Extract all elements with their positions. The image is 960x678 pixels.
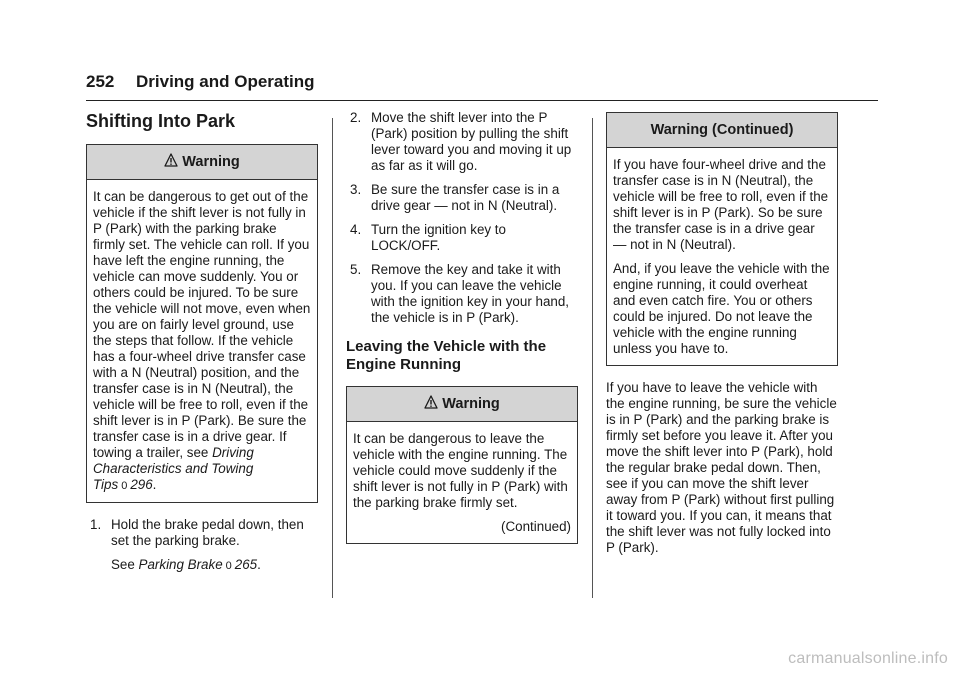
page-number: 252	[86, 72, 115, 91]
step-number: 1.	[90, 517, 102, 532]
parking-brake-page[interactable]: 265	[234, 557, 258, 572]
cross-ref-page[interactable]: 296	[130, 477, 153, 492]
warning-triangle-icon	[424, 395, 438, 409]
parking-brake-link[interactable]: Parking Brake	[138, 557, 223, 572]
step-item	[86, 517, 318, 549]
cross-ref-end: .	[152, 477, 157, 492]
step-number: 2.	[350, 110, 362, 125]
warning-header	[347, 387, 577, 422]
column-3	[606, 112, 838, 556]
warning-body	[87, 180, 317, 502]
warning-title: Warning	[442, 396, 500, 412]
warning-header: Warning (Continued)	[607, 113, 837, 148]
step-item	[346, 222, 578, 254]
subsection-title: Leaving the Vehicle with the Engine Running	[346, 338, 547, 373]
warning-box-park	[86, 144, 318, 503]
see-prefix: See	[111, 557, 139, 572]
see-reference	[86, 557, 318, 574]
step-item	[346, 182, 578, 214]
section-title: Shifting Into Park	[86, 111, 236, 131]
step-text: Remove the key and take it with you. If you can leave the vehicle with the ignition key in your hand, the vehicle is in P (Park).	[371, 262, 570, 325]
page-reference-arrow-icon: 0	[121, 480, 128, 492]
warning-body	[607, 148, 837, 365]
column-divider-1	[332, 118, 333, 598]
warning-paragraph: And, if you leave the vehicle with the engine running, it could overheat and even catch fire. You or others could be injured. Do not leave the vehicle with the engine running unless you have to.	[613, 261, 830, 356]
page-reference-arrow-icon: 0	[225, 560, 232, 572]
warning-title: Warning	[182, 154, 240, 170]
see-end: .	[257, 557, 261, 572]
cross-ref-link[interactable]: Driving Characteristics and Towing Tips	[93, 445, 254, 492]
step-number: 5.	[350, 262, 362, 277]
warning-body	[347, 422, 577, 543]
warning-text-body: It can be dangerous to get out of the vehicle if the shift lever is not fully in P (Park) with the parking brake firmly set. The vehicle can roll. If you have left the engine running, the vehicle can move suddenly. You or others could be injured. To be sure the vehicle will not move, even when you are on fairly level ground, use the steps that follow. If the vehicle has a four-wheel drive transfer case with a N (Neutral) position, and the transfer case is in N (Neutral), the vehicle will be free to roll, even if the shift lever is in P (Park). Be sure the transfer case is in a drive gear. If towing a trailer, see	[93, 189, 311, 460]
column-divider-2	[592, 118, 593, 598]
step-number: 4.	[350, 222, 362, 237]
step-number: 3.	[350, 182, 362, 197]
step-text: Hold the brake pedal down, then set the parking brake.	[111, 517, 304, 548]
park-steps-list	[86, 517, 318, 549]
column-2	[346, 110, 578, 558]
step-text: Be sure the transfer case is in a drive gear — not in N (Neutral).	[371, 182, 560, 213]
park-steps-list-continued	[346, 110, 578, 326]
column-1	[86, 110, 318, 574]
step-item	[346, 262, 578, 326]
step-text: Move the shift lever into the P (Park) position by pulling the shift lever toward you and moving it up as far as it will go.	[371, 110, 572, 173]
warning-box-engine-running	[346, 386, 578, 544]
step-item	[346, 110, 578, 174]
warning-header	[87, 145, 317, 180]
step-text: Turn the ignition key to LOCK/OFF.	[371, 222, 506, 253]
warning-triangle-icon	[164, 153, 178, 167]
warning-box-continued	[606, 112, 838, 366]
site-watermark: carmanualsonline.info	[788, 650, 948, 667]
warning-text	[93, 189, 311, 494]
continued-label: (Continued)	[501, 519, 571, 534]
body-paragraph: If you have to leave the vehicle with the engine running, be sure the vehicle is in P (Park) and the parking brake is firmly set before you leave it. After you move the shift lever into P (Park), hold the regular brake pedal down. Then, see if you can move the shift lever away from P (Park) without first pulling it toward you. If you can, it means that the shift lever was not fully locked into P (Park).	[606, 380, 837, 555]
page-header	[86, 72, 878, 101]
warning-text: It can be dangerous to leave the vehicle with the engine running. The vehicle could move suddenly if the shift lever is not fully in P (Park) with the parking brake firmly set.	[353, 431, 568, 510]
warning-paragraph: If you have four-wheel drive and the transfer case is in N (Neutral), the vehicle will be free to roll, even if the shift lever is in P (Park). So be sure the transfer case is in a drive gear — not in N (Neutral).	[613, 157, 829, 252]
chapter-title: Driving and Operating	[136, 72, 315, 91]
